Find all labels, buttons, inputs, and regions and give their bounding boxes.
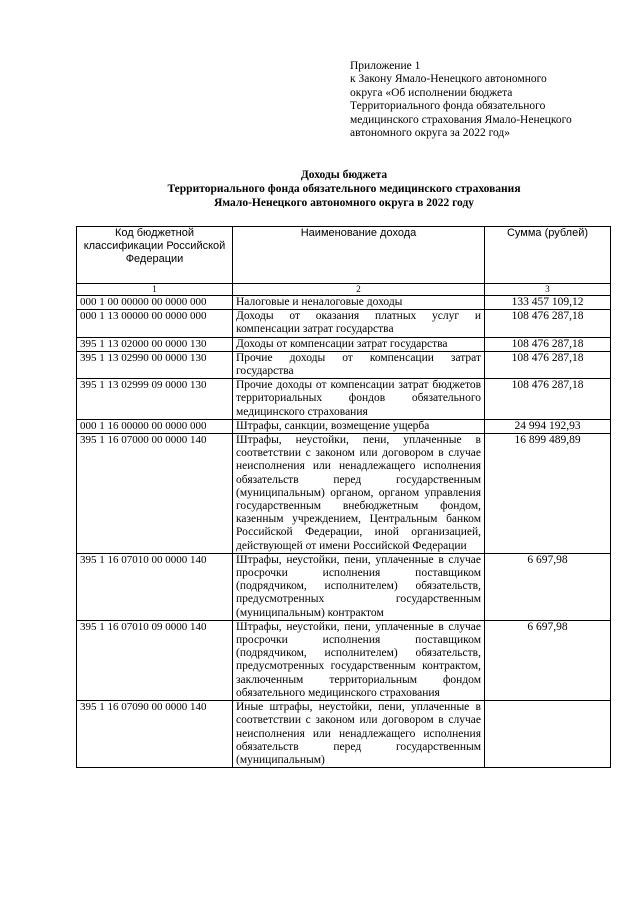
row-amount: [485, 701, 611, 768]
row-amount: 133 457 109,12: [485, 296, 611, 310]
row-code: 395 1 13 02990 00 0000 130: [77, 351, 233, 378]
title-line: Доходы бюджета: [300, 169, 388, 181]
table-row: [77, 296, 611, 310]
table-row: [77, 434, 611, 554]
row-code: 000 1 13 00000 00 0000 000: [77, 310, 233, 337]
row-amount: 6 697,98: [485, 620, 611, 700]
table-row: [77, 553, 611, 620]
row-name: Доходы от компенсации затрат государства: [233, 337, 485, 351]
appendix-line: Приложение 1: [350, 60, 421, 72]
header-code: Код бюджетной классификации Российской Федерации: [77, 227, 233, 284]
row-name: Штрафы, неустойки, пени, уплаченные в случае просрочки исполнения поставщиком (подрядчиком, исполнителем) обязательств, предусмотренных государственным контрактом, заключенным территориальным фондом обязательного медицинского страхования: [233, 620, 485, 700]
table-row: [77, 337, 611, 351]
row-code: 395 1 16 07010 09 0000 140: [77, 620, 233, 700]
row-name: Штрафы, санкции, возмещение ущерба: [233, 419, 485, 433]
row-amount: 108 476 287,18: [485, 379, 611, 420]
revenue-table: [76, 226, 611, 768]
row-name: Доходы от оказания платных услуг и компенсации затрат государства: [233, 310, 485, 337]
row-name: Налоговые и неналоговые доходы: [233, 296, 485, 310]
column-number: 1: [77, 284, 233, 296]
table-header-row: [77, 227, 611, 284]
table-row: [77, 419, 611, 433]
header-name: Наименование дохода: [233, 227, 485, 284]
row-code: 395 1 16 07000 00 0000 140: [77, 434, 233, 554]
row-amount: 24 994 192,93: [485, 419, 611, 433]
header-amount: Сумма (рублей): [485, 227, 611, 284]
row-amount: 108 476 287,18: [485, 351, 611, 378]
appendix-line: округа «Об исполнении бюджета: [350, 86, 513, 99]
column-number: 2: [233, 284, 485, 296]
appendix-line: к Закону Ямало-Ненецкого автономного: [350, 73, 547, 86]
row-amount: 108 476 287,18: [485, 337, 611, 351]
title-line: Территориального фонда обязательного медицинского страхования: [167, 182, 521, 195]
appendix-line: медицинского страхования Ямало-Ненецкого: [350, 113, 572, 126]
table-row: [77, 620, 611, 700]
table-row: [77, 379, 611, 420]
row-code: 000 1 00 00000 00 0000 000: [77, 296, 233, 310]
row-name: Штрафы, неустойки, пени, уплаченные в соответствии с законом или договором в случае неисполнения или ненадлежащего исполнения обязательств перед государственным (муниципальным) органом, органом управления государственным внебюджетным фондом, казенным учреждением, Центральным банком Российской Федерации, иной организацией, действующей от имени Российской Федерации: [233, 434, 485, 554]
row-name: Иные штрафы, неустойки, пени, уплаченные в соответствии с законом или договором в случае неисполнения или ненадлежащего исполнения обязательств перед государственным (муниципальным): [233, 701, 485, 768]
row-code: 395 1 16 07090 00 0000 140: [77, 701, 233, 768]
appendix-line: автономного округа за 2022 год»: [350, 127, 511, 140]
row-amount: 6 697,98: [485, 553, 611, 620]
row-name: Штрафы, неустойки, пени, уплаченные в случае просрочки исполнения поставщиком (подрядчиком, исполнителем) обязательств, предусмотренных государственным (муниципальным) контрактом: [233, 553, 485, 620]
column-number: 3: [485, 284, 611, 296]
table-row: [77, 701, 611, 768]
row-amount: 108 476 287,18: [485, 310, 611, 337]
table-row: [77, 351, 611, 378]
row-code: 395 1 13 02000 00 0000 130: [77, 337, 233, 351]
column-number-row: [77, 284, 611, 296]
appendix-line: Территориального фонда обязательного: [350, 100, 546, 113]
table-row: [77, 310, 611, 337]
row-name: Прочие доходы от компенсации затрат бюджетов территориальных фондов обязательного медицинского страхования: [233, 379, 485, 420]
appendix-header: [350, 60, 620, 140]
title-line: Ямало-Ненецкого автономного округа в 2022 году: [213, 196, 475, 209]
row-code: 395 1 13 02999 09 0000 130: [77, 379, 233, 420]
row-code: 000 1 16 00000 00 0000 000: [77, 419, 233, 433]
row-amount: 16 899 489,89: [485, 434, 611, 554]
document-title: [70, 169, 618, 210]
row-name: Прочие доходы от компенсации затрат государства: [233, 351, 485, 378]
row-code: 395 1 16 07010 00 0000 140: [77, 553, 233, 620]
